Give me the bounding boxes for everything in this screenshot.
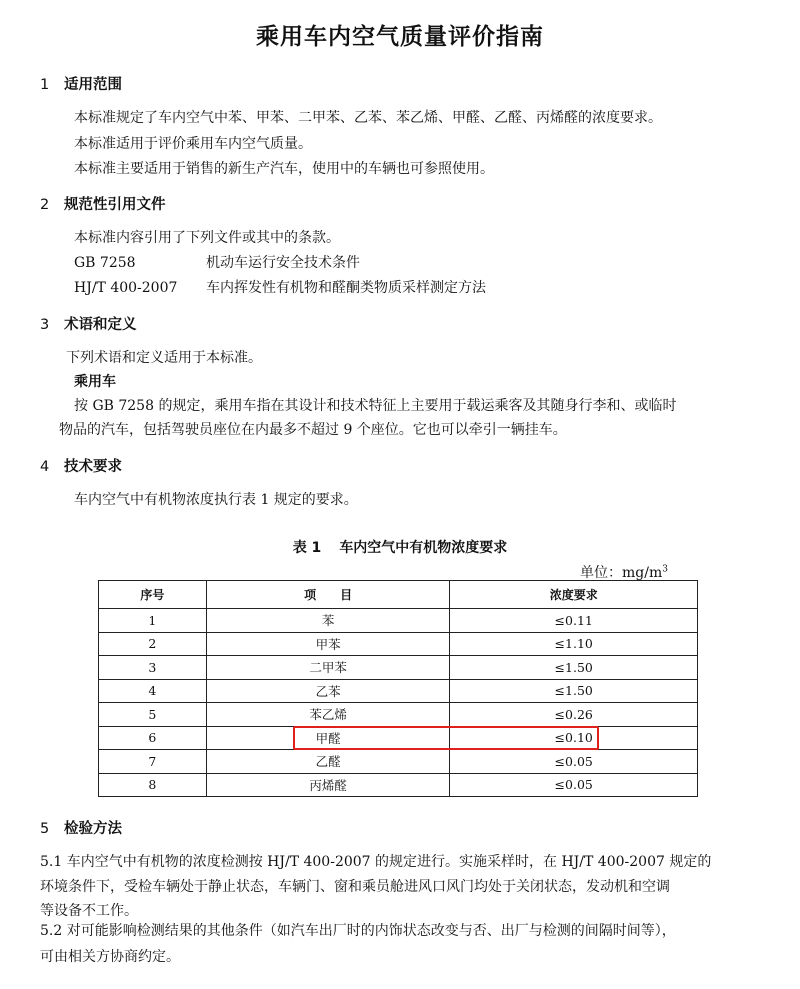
section-number: 4 — [40, 459, 50, 475]
section-title: 技术要求 — [64, 459, 122, 475]
cell-limit: ≤0.05 — [450, 750, 698, 774]
cell-limit: ≤0.10 — [450, 726, 698, 750]
paragraph: 5.1 车内空气中有机物的浓度检测按 HJ/T 400-2007 的规定进行。实施采样时，在 HJ/T 400-2007 规定的 — [40, 854, 712, 870]
cell-seq: 2 — [99, 632, 207, 656]
paragraph: 物品的汽车，包括驾驶员座位在内最多不超过 9 个座位。它也可以牵引一辆挂车。 — [59, 422, 567, 438]
paragraph: 5.2 对可能影响检测结果的其他条件（如汽车出厂时的内饰状态改变与否、出厂与检测的间隔时间等）， — [40, 923, 676, 939]
cell-item: 甲苯 — [206, 632, 450, 656]
cell-seq: 4 — [99, 679, 207, 703]
header-item: 项 目 — [206, 581, 450, 609]
cell-limit: ≤1.10 — [450, 632, 698, 656]
section-3-heading — [40, 313, 137, 334]
section-title: 术语和定义 — [64, 317, 137, 333]
formaldehyde-highlight-box — [293, 726, 599, 750]
paragraph: 本标准规定了车内空气中苯、甲苯、二甲苯、乙苯、苯乙烯、甲醛、乙醛、丙烯醛的浓度要求。 — [74, 110, 662, 126]
cell-limit: ≤0.26 — [450, 703, 698, 727]
table-caption — [0, 537, 800, 557]
paragraph: 按 GB 7258 的规定，乘用车指在其设计和技术特征上主要用于载运乘客及其随身行李和、或临时 — [74, 398, 677, 414]
cell-item: 乙醛 — [206, 750, 450, 774]
reference-name: 车内挥发性有机物和醛酮类物质采样测定方法 — [206, 280, 486, 296]
reference-code: GB 7258 — [74, 255, 136, 271]
document-title: 乘用车内空气质量评价指南 — [256, 24, 544, 50]
cell-item: 甲醛 — [206, 726, 450, 750]
cell-item: 乙苯 — [206, 679, 450, 703]
cell-item: 丙烯醛 — [206, 773, 450, 797]
section-5-heading — [40, 817, 122, 838]
paragraph: 本标准内容引用了下列文件或其中的条款。 — [74, 230, 340, 246]
reference-entry — [74, 252, 360, 272]
section-number: 5 — [40, 821, 50, 837]
cell-item: 苯 — [206, 609, 450, 633]
paragraph: 环境条件下，受检车辆处于静止状态，车辆门、窗和乘员舱进风口风门均处于关闭状态，发动机和空调 — [40, 879, 670, 895]
header-seq: 序号 — [99, 581, 207, 609]
table-title: 车内空气中有机物浓度要求 — [339, 540, 508, 556]
table-number: 表 1 — [292, 540, 322, 556]
table-row — [99, 656, 698, 680]
section-title: 规范性引用文件 — [64, 197, 166, 213]
paragraph: 下列术语和定义适用于本标准。 — [66, 350, 262, 366]
table-unit — [580, 562, 668, 582]
reference-entry — [74, 277, 486, 297]
table-row — [99, 609, 698, 633]
cell-seq: 3 — [99, 656, 207, 680]
table-row — [99, 632, 698, 656]
cell-item: 二甲苯 — [206, 656, 450, 680]
section-number: 3 — [40, 317, 50, 333]
table-row — [99, 750, 698, 774]
concentration-table — [98, 580, 698, 797]
cell-seq: 1 — [99, 609, 207, 633]
paragraph: 车内空气中有机物浓度执行表 1 规定的要求。 — [74, 492, 358, 508]
table-header-row — [99, 581, 698, 609]
cell-limit: ≤0.05 — [450, 773, 698, 797]
section-number: 1 — [40, 77, 50, 93]
section-number: 2 — [40, 197, 50, 213]
cell-seq: 8 — [99, 773, 207, 797]
cell-seq: 6 — [99, 726, 207, 750]
term-heading: 乘用车 — [74, 374, 116, 390]
cell-limit: ≤1.50 — [450, 679, 698, 703]
header-limit: 浓度要求 — [450, 581, 698, 609]
reference-code: HJ/T 400-2007 — [74, 280, 178, 296]
section-4-heading — [40, 455, 122, 476]
paragraph: 等设备不工作。 — [40, 903, 138, 919]
section-title: 适用范围 — [64, 77, 122, 93]
paragraph: 本标准适用于评价乘用车内空气质量。 — [74, 136, 312, 152]
cell-item: 苯乙烯 — [206, 703, 450, 727]
cell-limit: ≤1.50 — [450, 656, 698, 680]
unit-label: 单位：mg/m — [580, 565, 663, 581]
table-row — [99, 773, 698, 797]
section-title: 检验方法 — [64, 821, 122, 837]
paragraph: 本标准主要适用于销售的新生产汽车，使用中的车辆也可参照使用。 — [74, 161, 494, 177]
table-row — [99, 703, 698, 727]
section-1-heading — [40, 73, 122, 94]
table-row — [99, 679, 698, 703]
reference-name: 机动车运行安全技术条件 — [206, 255, 360, 271]
unit-superscript: 3 — [662, 564, 668, 575]
cell-seq: 7 — [99, 750, 207, 774]
cell-limit: ≤0.11 — [450, 609, 698, 633]
paragraph: 可由相关方协商约定。 — [40, 949, 180, 965]
cell-seq: 5 — [99, 703, 207, 727]
section-2-heading — [40, 193, 166, 214]
